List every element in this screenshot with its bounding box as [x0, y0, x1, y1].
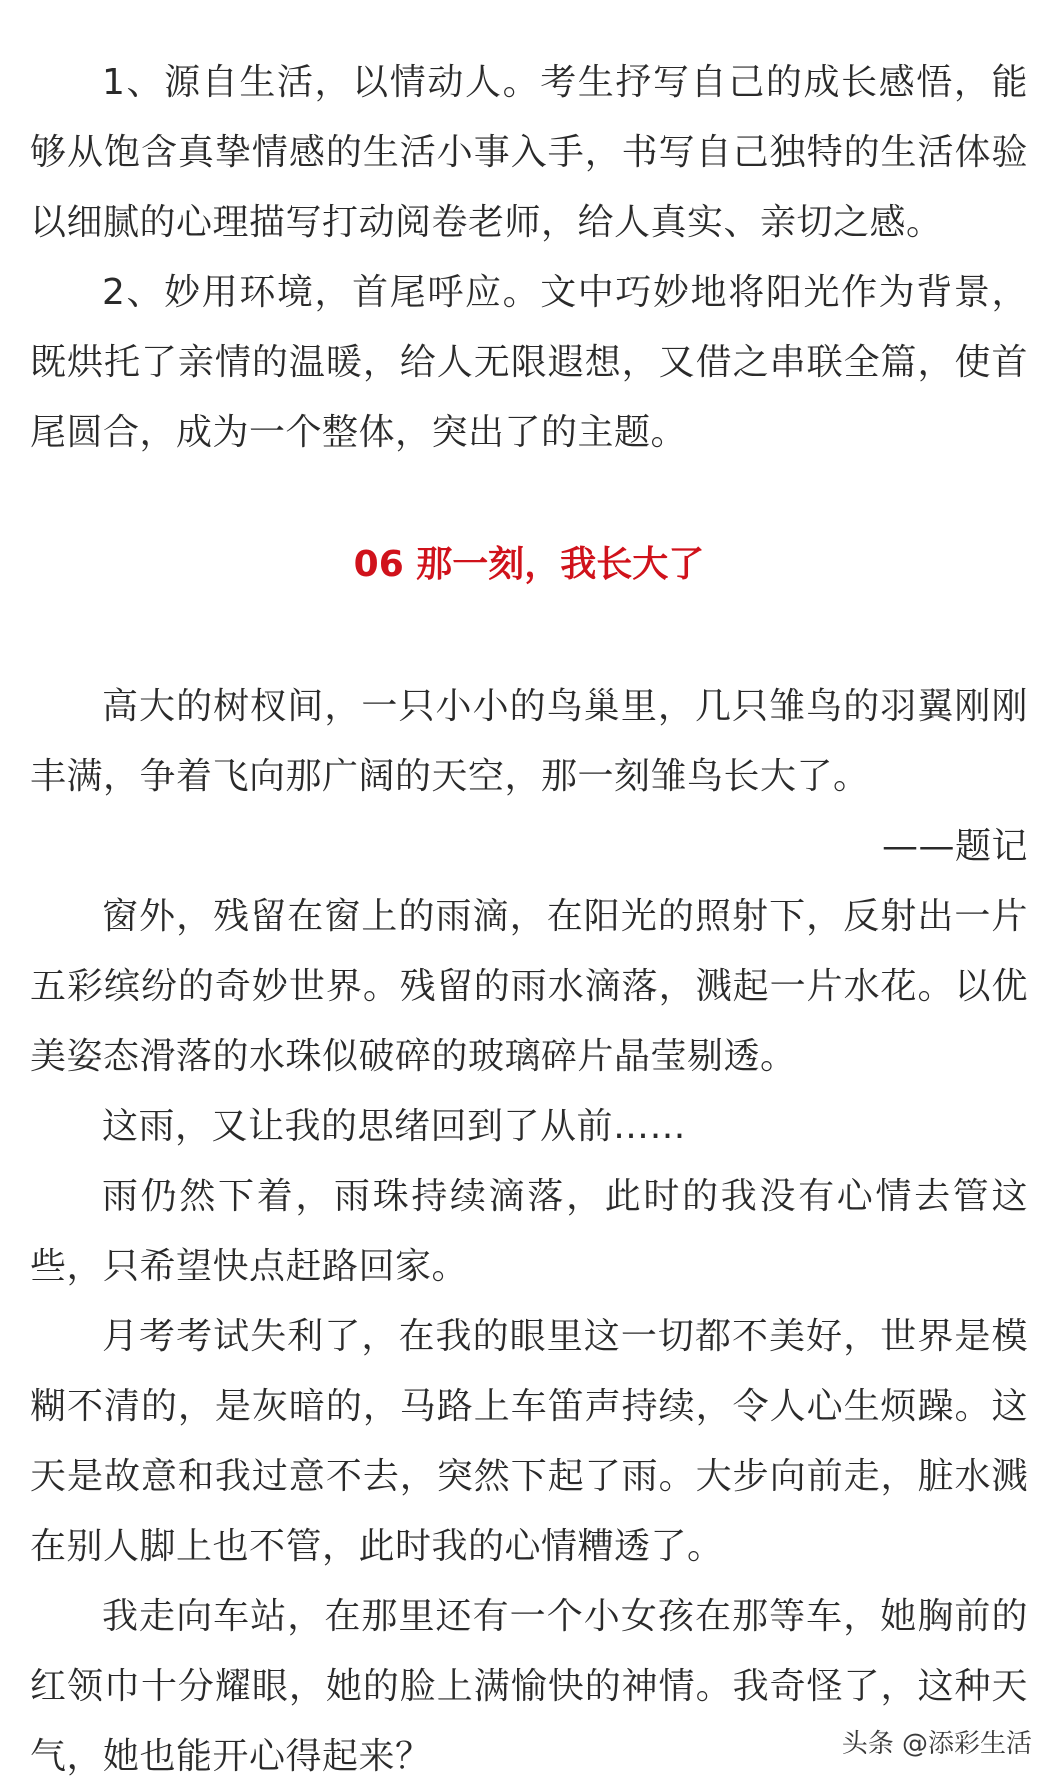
- article-body: [30, 48, 1028, 1792]
- essay-title: 06 那一刻，我长大了: [353, 544, 705, 585]
- section-gap: [30, 468, 1028, 530]
- intro-point-2: 2、妙用环境，首尾呼应。文中巧妙地将阳光作为背景，既烘托了亲情的温暖，给人无限遐想，又借之串联全篇，使首尾圆合，成为一个整体，突出了的主题。: [30, 272, 1028, 453]
- essay-paragraph-2: 这雨，又让我的思绪回到了从前……: [102, 1106, 687, 1147]
- essay-paragraph-1: 窗外，残留在窗上的雨滴，在阳光的照射下，反射出一片五彩缤纷的奇妙世界。残留的雨水滴落，溅起一片水花。以优美姿态滑落的水珠似破碎的玻璃碎片晶莹剔透。: [30, 896, 1028, 1077]
- essay-paragraph-3: 雨仍然下着，雨珠持续滴落，此时的我没有心情去管这些，只希望快点赶路回家。: [30, 1176, 1028, 1287]
- source-watermark: 头条 @添彩生活: [836, 1721, 1038, 1762]
- essay-paragraph-4: 月考考试失利了，在我的眼里这一切都不美好，世界是模糊不清的，是灰暗的，马路上车笛声持续，令人心生烦躁。这天是故意和我过意不去，突然下起了雨。大步向前走，脏水溅在别人脚上也不管，此时我的心情糟透了。: [30, 1316, 1028, 1567]
- essay-paragraph-5: 我走向车站，在那里还有一个小女孩在那等车，她胸前的红领巾十分耀眼，她的脸上满愉快的神情。我奇怪了，这种天气，她也能开心得起来？: [30, 1596, 1028, 1777]
- title-gap: [30, 600, 1028, 672]
- epigraph-signature: ——题记: [881, 826, 1028, 867]
- epigraph: 高大的树杈间，一只小小的鸟巢里，几只雏鸟的羽翼刚刚丰满，争着飞向那广阔的天空，那一刻雏鸟长大了。: [30, 686, 1028, 797]
- intro-point-1: 1、源自生活，以情动人。考生抒写自己的成长感悟，能够从饱含真挚情感的生活小事入手，书写自己独特的生活体验以细腻的心理描写打动阅卷老师，给人真实、亲切之感。: [30, 62, 1028, 243]
